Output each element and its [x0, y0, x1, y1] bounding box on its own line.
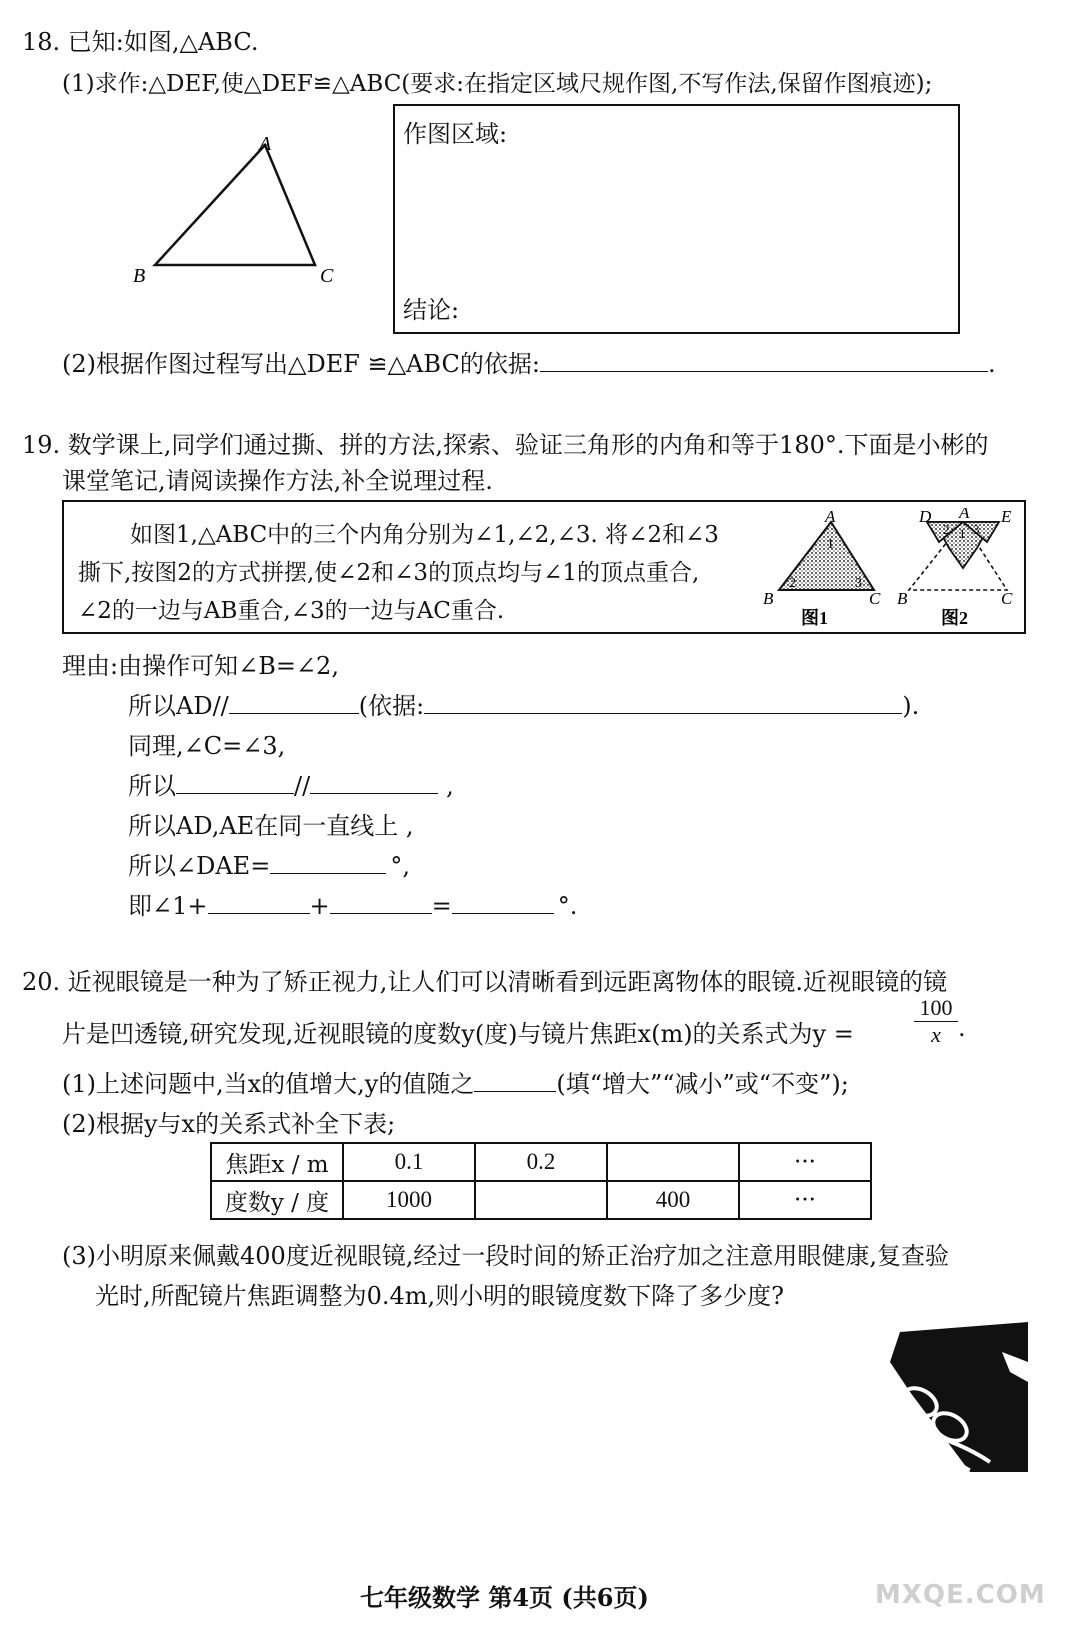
vertex-c-label: C — [320, 265, 334, 287]
table-cell: 0.2 — [475, 1143, 607, 1181]
triangle-abc — [155, 145, 315, 265]
figure-1 — [763, 508, 881, 628]
table-cell-blank[interactable] — [607, 1143, 739, 1181]
drawing-area-box[interactable] — [393, 104, 960, 334]
q18-basis-blank[interactable] — [540, 349, 988, 372]
figure-2 — [897, 508, 1013, 628]
drawing-area-label: 作图区域: — [403, 120, 508, 148]
table-cell: 400 — [607, 1181, 739, 1219]
watermark-logo: MXQE.COM — [875, 1580, 1046, 1610]
note-line1: 如图1,△ABC中的三个内角分别为∠1,∠2,∠3. 将∠2和∠3 — [130, 522, 719, 548]
vertex-a-label: A — [259, 133, 272, 155]
q20-part3-line1: (3)小明原来佩戴400度近视眼镜,经过一段时间的矫正治疗加之注意用眼健康,复查验 — [62, 1242, 950, 1270]
svg-text:3: 3 — [973, 522, 980, 537]
reason-3: 同理,∠C=∠3, — [128, 732, 286, 760]
note-line2: 撕下,按图2的方式拼摆,使∠2和∠3的顶点均与∠1的顶点重合, — [78, 560, 700, 586]
reason-5: 所以AD,AE在同一直线上 , — [128, 812, 414, 840]
blank-angle-a[interactable] — [208, 891, 310, 914]
blank-angle-b[interactable] — [330, 891, 432, 914]
svg-text:A: A — [959, 508, 970, 522]
table-cell: 焦距x / m — [211, 1143, 343, 1181]
table-row — [211, 1181, 871, 1219]
blank-ad-parallel[interactable] — [229, 691, 359, 714]
table-cell: 1000 — [343, 1181, 475, 1219]
svg-text:1: 1 — [959, 526, 966, 541]
q18-part1: (1)求作:△DEF,使△DEF≌△ABC(要求:在指定区域尺规作图,不写作法,保留作图痕迹); — [62, 71, 933, 97]
page-footer: 七年级数学 第4页 (共6页) — [360, 1583, 649, 1612]
blank-trend[interactable] — [474, 1069, 556, 1092]
table-cell: ··· — [739, 1143, 871, 1181]
svg-text:1: 1 — [827, 537, 834, 552]
svg-text:C: C — [869, 589, 881, 608]
reason-1: 理由:由操作可知∠B=∠2, — [62, 652, 339, 680]
reason-4: 所以 // , — [128, 772, 454, 800]
note-line3: ∠2的一边与AB重合,∠3的一边与AC重合. — [78, 598, 505, 624]
blank-sum[interactable] — [452, 891, 554, 914]
svg-text:2: 2 — [789, 576, 796, 591]
q20-part3-line2: 光时,所配镜片焦距调整为0.4m,则小明的眼镜度数下降了多少度? — [95, 1282, 785, 1310]
q20-line1: 20. 近视眼镜是一种为了矫正视力,让人们可以清晰看到远距离物体的眼镜.近视眼镜的镜 — [22, 968, 948, 996]
fig1-caption: 图1 — [801, 608, 828, 628]
q19-intro-line1: 19. 数学课上,同学们通过撕、拼的方法,探索、验证三角形的内角和等于180°.下面是小彬的 — [22, 431, 989, 459]
q20-part1: (1)上述问题中,当x的值增大,y的值随之 (填“增大”“减小”或“不变”); — [62, 1070, 849, 1098]
glasses-illustration — [880, 1322, 1028, 1472]
svg-text:3: 3 — [855, 576, 862, 591]
table-row — [211, 1143, 871, 1181]
q19-intro-line2: 课堂笔记,请阅读操作方法,补全说理过程. — [62, 467, 493, 495]
q20-fraction: 100 x — [914, 995, 958, 1048]
svg-text:D: D — [919, 508, 932, 526]
table-cell-blank[interactable] — [475, 1181, 607, 1219]
q20-line2: 片是凹透镜,研究发现,近视眼镜的度数y(度)与镜片焦距x(m)的关系式为y = — [62, 1020, 854, 1048]
reason-2: 所以AD// (依据: ). — [128, 692, 920, 720]
reason-7: 即∠1+ + = °. — [128, 892, 578, 920]
q20-part2: (2)根据y与x的关系式补全下表; — [62, 1110, 396, 1138]
vertex-b-label: B — [133, 265, 146, 287]
focal-power-table — [210, 1142, 872, 1220]
blank-parallel-left[interactable] — [176, 771, 294, 794]
table-cell: 度数y / 度 — [211, 1181, 343, 1219]
q18-title: 18. 已知:如图,△ABC. — [22, 28, 259, 56]
q19-figures — [759, 508, 1014, 630]
fig2-caption: 图2 — [941, 608, 968, 628]
svg-text:B: B — [763, 589, 774, 608]
blank-dae[interactable] — [270, 851, 386, 874]
q18-part2: (2)根据作图过程写出△DEF ≌△ABC的依据: . — [62, 350, 996, 378]
svg-text:E: E — [1001, 508, 1012, 526]
conclusion-label: 结论: — [403, 296, 460, 324]
q18-triangle-figure — [125, 130, 350, 290]
reason-6: 所以∠DAE= °, — [128, 852, 410, 880]
q19-note-box — [62, 500, 1026, 634]
svg-text:2: 2 — [943, 522, 950, 537]
svg-text:B: B — [897, 589, 908, 608]
table-cell: 0.1 — [343, 1143, 475, 1181]
blank-basis[interactable] — [424, 691, 902, 714]
blank-parallel-right[interactable] — [310, 771, 438, 794]
svg-text:C: C — [1001, 589, 1013, 608]
table-cell: ··· — [739, 1181, 871, 1219]
svg-text:A: A — [825, 508, 836, 526]
